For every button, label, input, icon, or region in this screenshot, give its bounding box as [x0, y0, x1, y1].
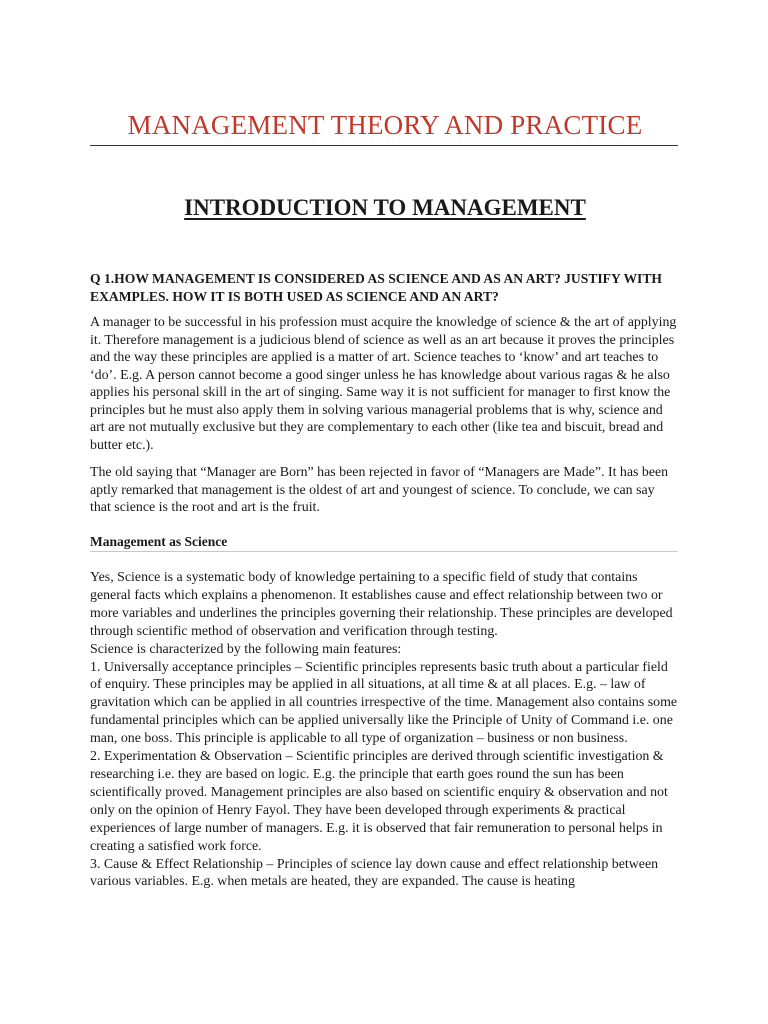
feature-point-1: 1. Universally acceptance principles – Scientific principles represents basic truth about a particular field of enquiry. These principles may be applied in all situations, at all time & at all places. E.g. – law of gravitation which can be applied in all countries irrespective of the time. Management also contains some fundamental principles which can be applied universally like the Principle of Unity of Command i.e. one man, one boss. This principle is applicable to all type of organization – business or non business. [90, 659, 678, 747]
science-body [90, 569, 680, 891]
paragraph-2: The old saying that “Manager are Born” has been rejected in favor of “Managers are Made”. It has been aptly remarked that management is the oldest of art and youngest of science. To conclude, we can say that science is the root and art is the fruit. [90, 465, 669, 515]
feature-point-3: 3. Cause & Effect Relationship – Principles of science lay down cause and effect relationship between various variables. E.g. when metals are heated, they are expanded. The cause is heating [90, 856, 659, 890]
features-intro: Science is characterized by the following main features: [90, 641, 402, 657]
science-intro: Yes, Science is a systematic body of knowledge pertaining to a specific field of study that contains general facts which explains a phenomenon. It establishes cause and effect relationship between two or more variables and underlines the principles governing their relationship. These principles are developed through scientific method of observation and verification through testing. [90, 570, 673, 639]
title-divider [90, 145, 678, 146]
section-title: INTRODUCTION TO MANAGEMENT [184, 195, 586, 220]
document-title: MANAGEMENT THEORY AND PRACTICE [127, 110, 643, 140]
feature-point-2: 2. Experimentation & Observation – Scientific principles are derived through scientific investigation & researching i.e. they are based on logic. E.g. the principle that earth goes round the sun has been scientifically proved. Management principles are also based on scientific enquiry & observation and not only on the opinion of Henry Fayol. They have been developed through experiments & practical experiences of large number of managers. E.g. it is observed that fair remuneration to personal helps in creating a satisfied work force. [90, 749, 668, 854]
subheading-management-as-science: Management as Science [90, 534, 228, 549]
question-heading: Q 1.HOW MANAGEMENT IS CONSIDERED AS SCIENCE AND AS AN ART? JUSTIFY WITH EXAMPLES. HOW IT IS BOTH USED AS SCIENCE AND AN ART? [90, 271, 662, 304]
subheading-divider [90, 551, 678, 552]
paragraph-1: A manager to be successful in his profession must acquire the knowledge of science & the art of applying it. Therefore management is a judicious blend of science as well as an art because it proves the principles and the way these principles are applied is a matter of art. Science teaches to ‘know’ and art teaches to ‘do’. E.g. A person cannot become a good singer unless he has knowledge about various ragas & he also applies his personal skill in the art of singing. Same way it is not sufficient for manager to first know the principles but he must also apply them in solving various managerial problems that is why, science and art are not mutually exclusive but they are complementary to each other (like tea and biscuit, bread and butter etc.). [90, 315, 677, 453]
